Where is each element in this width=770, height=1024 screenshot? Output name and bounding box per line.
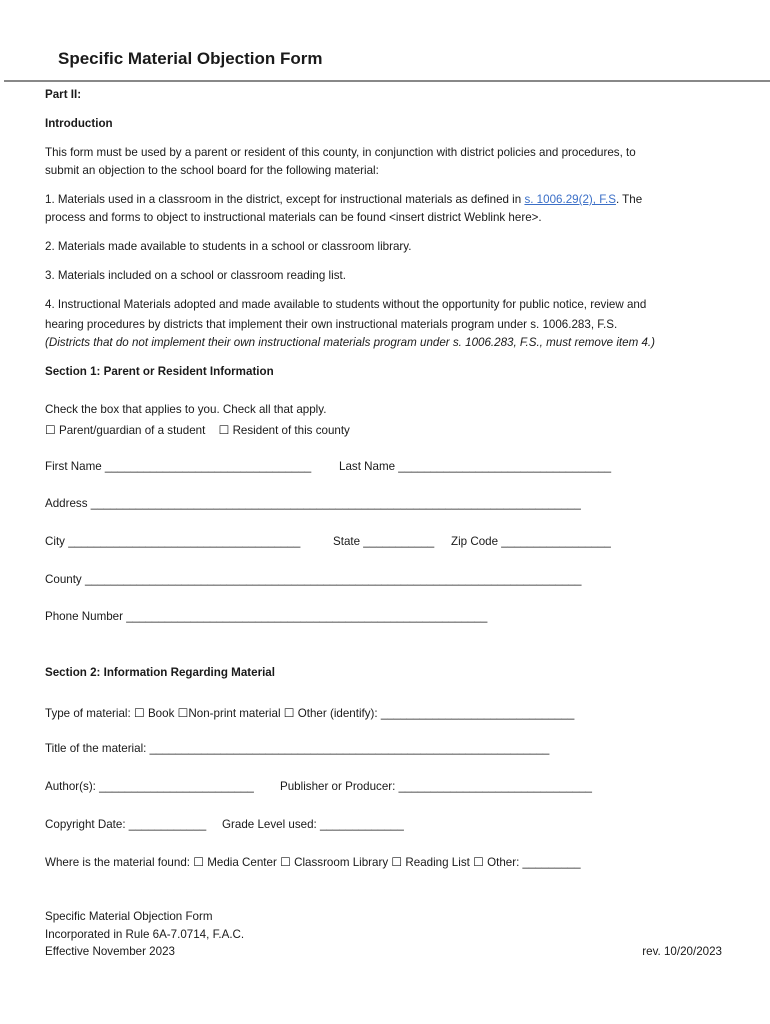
reading-list-checkbox[interactable]: ☐: [391, 855, 403, 869]
part-label: Part II:: [45, 88, 82, 101]
type-of-material-label: Type of material:: [45, 707, 131, 720]
type-of-material-row: [45, 704, 574, 723]
footer-rule: Incorporated in Rule 6A-7.0714, F.A.C.: [45, 928, 245, 941]
non-print-label: Non-print material: [188, 707, 281, 720]
footer-revision: rev. 10/20/2023: [642, 945, 722, 958]
intro-item-1-tail: . The: [615, 193, 643, 206]
resident-label: Resident of this county: [232, 424, 350, 437]
media-center-label: Media Center: [207, 856, 277, 869]
intro-item-1-line2: process and forms to object to instructional materials can be found <insert district Weblink here>.: [45, 211, 542, 224]
address-field[interactable]: Address ____________________________________________________________________________: [45, 497, 581, 510]
material-location-label: Where is the material found:: [45, 856, 190, 869]
intro-item-4-line1: 4. Instructional Materials adopted and made available to students without the opportunity for public notice, review and: [45, 298, 647, 311]
zip-code-field[interactable]: Zip Code _________________: [451, 535, 611, 548]
classroom-library-checkbox[interactable]: ☐: [280, 855, 291, 869]
section2-heading: Section 2: Information Regarding Material: [45, 666, 275, 679]
intro-item-2: 2. Materials made available to students in a school or classroom library.: [45, 240, 412, 253]
section1-heading: Section 1: Parent or Resident Information: [45, 365, 274, 378]
book-checkbox[interactable]: ☐: [133, 706, 145, 720]
title-of-material-field[interactable]: Title of the material: ______________________________________________________________: [45, 742, 550, 755]
section1-instruction: Check the box that applies to you. Check all that apply.: [45, 403, 327, 416]
material-location-row: [45, 853, 581, 872]
intro-item-4-note: (Districts that do not implement their own instructional materials program under s. 1006.283, F.S., must remove item 4.): [45, 336, 656, 349]
media-center-checkbox[interactable]: ☐: [193, 855, 204, 869]
first-name-field[interactable]: First Name ________________________________: [45, 460, 312, 473]
other-location-checkbox[interactable]: ☐: [473, 855, 484, 869]
reading-list-label: Reading List: [405, 856, 470, 869]
city-field[interactable]: City ____________________________________: [45, 535, 301, 548]
copyright-date-field[interactable]: Copyright Date: ____________: [45, 818, 207, 831]
state-field[interactable]: State ___________: [333, 535, 435, 548]
parent-guardian-label: Parent/guardian of a student: [59, 424, 206, 437]
other-type-field[interactable]: Other (identify): ______________________________: [297, 707, 575, 720]
intro-para-line2: submit an objection to the school board for the following material:: [45, 164, 379, 177]
resident-checkbox[interactable]: ☐: [218, 423, 230, 437]
last-name-field[interactable]: Last Name _________________________________: [339, 460, 612, 473]
county-field[interactable]: County _____________________________________________________________________________: [45, 573, 582, 586]
phone-number-field[interactable]: Phone Number ________________________________________________________: [45, 610, 488, 623]
footer-effective-date: Effective November 2023: [45, 945, 175, 958]
publisher-field[interactable]: Publisher or Producer: ______________________________: [280, 780, 593, 793]
parent-guardian-checkbox[interactable]: ☐: [45, 423, 56, 437]
page-title: Specific Material Objection Form: [58, 49, 323, 68]
other-location-field[interactable]: Other: _________: [487, 856, 581, 869]
authors-field[interactable]: Author(s): ________________________: [45, 780, 254, 793]
intro-item-1: [45, 191, 642, 209]
intro-heading: Introduction: [45, 117, 113, 130]
book-label: Book: [147, 707, 175, 720]
classroom-library-label: Classroom Library: [294, 856, 389, 869]
grade-level-field[interactable]: Grade Level used: _____________: [222, 818, 404, 831]
intro-para-line1: This form must be used by a parent or resident of this county, in conjunction with district policies and procedures, to: [45, 146, 636, 159]
footer-form-name: Specific Material Objection Form: [45, 910, 213, 923]
non-print-checkbox[interactable]: ☐: [177, 706, 189, 720]
intro-item-4-line2: hearing procedures by districts that implement their own instructional materials program under s. 1006.283, F.S.: [45, 318, 618, 331]
intro-item-1-text: 1. Materials used in a classroom in the district, except for instructional materials as defined in: [45, 193, 525, 206]
title-divider: [4, 80, 770, 82]
intro-item-3: 3. Materials included on a school or classroom reading list.: [45, 269, 346, 282]
other-type-checkbox[interactable]: ☐: [283, 706, 295, 720]
statute-link[interactable]: s. 1006.29(2), F.S: [524, 193, 616, 206]
section1-checkbox-row: [45, 421, 350, 440]
